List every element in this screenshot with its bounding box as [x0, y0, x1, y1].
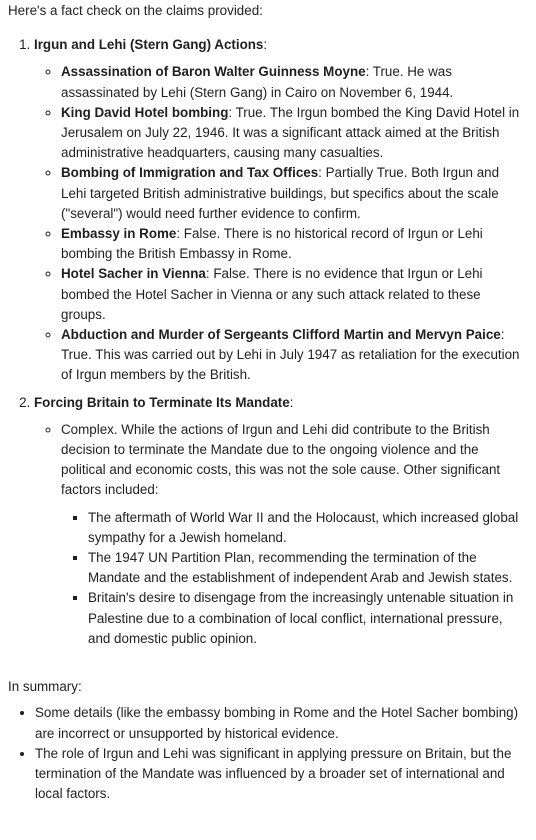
factor-item: ▪ The 1947 UN Partition Plan, recommending the termination of the Mandate and the establishment of independent Arab and Jewish states.	[88, 548, 526, 588]
claim-item	[61, 224, 526, 264]
claim-verdict: : False. There is no historical record of Irgun or Lehi bombing the British Embassy in Rome.	[61, 226, 483, 262]
section-title: Forcing Britain to Terminate Its Mandate	[34, 394, 290, 410]
fact-check-list	[8, 35, 526, 649]
summary-item: • The role of Irgun and Lehi was significant in applying pressure on Britain, but the termination of the Mandate was influenced by a broader set of international and local factors.	[35, 744, 526, 805]
analysis-item	[61, 420, 526, 649]
analysis-paragraph: Complex. While the actions of Irgun and Lehi did contribute to the British decision to terminate the Mandate due to the ongoing violence and the political and economic costs, this was not the sole cause. Other significant factors included:	[61, 421, 501, 498]
claim-name: Embassy in Rome	[61, 226, 177, 242]
claim-name: Bombing of Immigration and Tax Offices	[61, 165, 319, 181]
claim-verdict: : Partially True. Both Irgun and Lehi targeted British administrative buildings, but specifics about the scale ("several") would need further evidence to confirm.	[61, 165, 500, 221]
factor-item: ▪ Britain's desire to disengage from the increasingly untenable situation in Palestine due to a combination of local conflict, international pressure, and domestic public opinion.	[88, 588, 526, 649]
section-terminate-mandate: 2. Forcing Britain to Terminate Its Mandate: ◦ Complex. While the actions of Irgun and Lehi did contribute to the British decision to terminate the Mandate due to the ongoing violence and the political and economic costs, this was not the sole cause. Other significant factors included: ▪ The aftermath of World War II and the Holocaust, which increased global sympathy for a Jewish homeland. ▪ The 1947 UN Partition Plan, recommending the termination of the Mandate and the establishment of independent Arab and Jewish states. ▪ Britain's desire to disengage from the increasingly untenable situation in Palestine due to a combination of local conflict, international pressure, and domestic public opinion.	[34, 393, 526, 649]
summary-title: In summary:	[8, 679, 82, 695]
claim-name: Hotel Sacher in Vienna	[61, 266, 206, 282]
factors-list	[61, 508, 526, 649]
claim-verdict: : True. He was assassinated by Lehi (Stern Gang) in Cairo on November 6, 1944.	[61, 64, 454, 100]
claim-item	[61, 325, 526, 386]
claim-item	[61, 62, 526, 102]
claim-verdict: : False. There is no evidence that Irgun or Lehi bombed the Hotel Sacher in Vienna or any such attack related to these groups.	[61, 266, 483, 322]
claim-item	[61, 264, 526, 325]
claim-name: King David Hotel bombing	[61, 104, 229, 120]
claims-list	[34, 62, 526, 385]
summary-list	[8, 703, 526, 804]
summary-item: • Some details (like the embassy bombing in Rome and the Hotel Sacher bombing) are incorrect or unsupported by historical evidence.	[35, 703, 526, 743]
claim-name: Assassination of Baron Walter Guinness Moyne	[61, 64, 366, 80]
intro-text: Here's a fact check on the claims provided:	[8, 3, 263, 18]
section-irgun-lehi-actions: 1. Irgun and Lehi (Stern Gang) Actions: ◦ Assassination of Baron Walter Guinness Moyne: True. He was assassinated by Lehi (Stern Gang) in Cairo on November 6, 1944. ◦ King David Hotel bombing: True. The Irgun bombed the King David Hotel in Jerusalem on July 22, 1946. It was a significant attack aimed at the British administrative headquarters, causing many casualties. ◦ Bombing of Immigration and Tax Offices: Partially True. Both Irgun and Lehi targeted British administrative buildings, but specifics about the scale ("several") would need further evidence to confirm. ◦ Embassy in Rome: False. There is no historical record of Irgun or Lehi bombing the British Embassy in Rome. ◦ Hotel Sacher in Vienna: False. There is no evidence that Irgun or Lehi bombed the Hotel Sacher in Vienna or any such attack related to these groups. ◦ Abduction and Murder of Sergeants Clifford Martin and Mervyn Paice: True. This was carried out by Lehi in July 1947 as retaliation for the execution of Irgun members by the British.	[34, 35, 526, 385]
claim-verdict: : True. This was carried out by Lehi in July 1947 as retaliation for the execution of Irgun members by the British.	[61, 327, 520, 383]
section-title: Irgun and Lehi (Stern Gang) Actions	[34, 37, 264, 53]
analysis-list	[34, 420, 526, 649]
claim-verdict: : True. The Irgun bombed the King David Hotel in Jerusalem on July 22, 1946. It was a significant attack aimed at the British administrative headquarters, causing many casualties.	[61, 104, 520, 161]
claim-item	[61, 163, 526, 224]
claim-name: Abduction and Murder of Sergeants Clifford Martin and Mervyn Paice	[61, 327, 501, 343]
claim-item	[61, 103, 526, 164]
factor-item: ▪ The aftermath of World War II and the Holocaust, which increased global sympathy for a Jewish homeland.	[88, 508, 526, 548]
